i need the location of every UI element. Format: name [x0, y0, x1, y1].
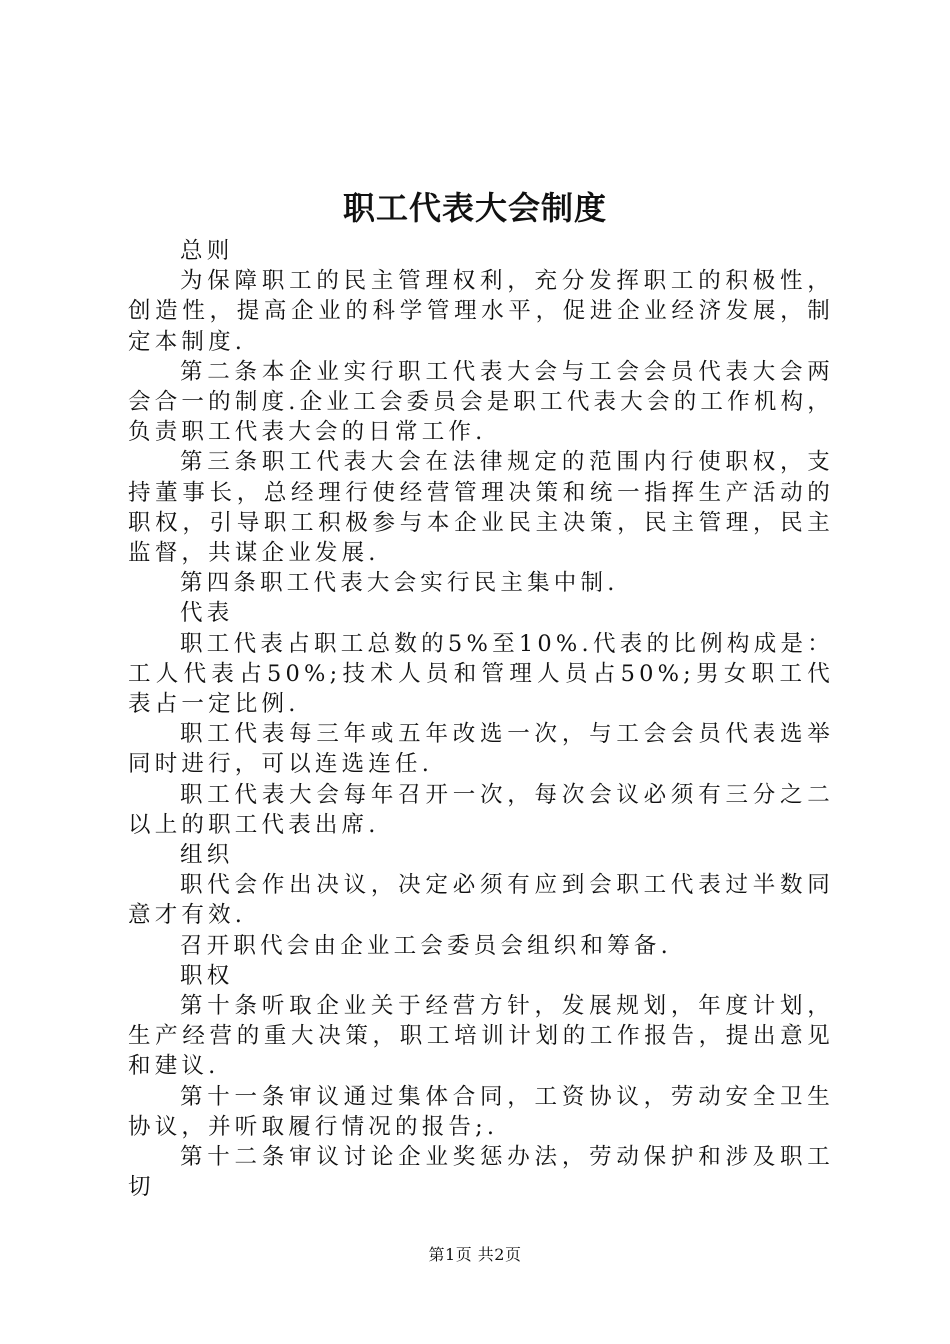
- paragraph-representative-ratio: 职工代表占职工总数的5%至10%.代表的比例构成是：工人代表占50%;技术人员和管理人员占50%;男女职工代表占一定比例.: [128, 630, 834, 718]
- document-body: [128, 236, 834, 1203]
- section-heading-organization: 组织: [180, 842, 234, 869]
- paragraph-article-11: 第十一条审议通过集体合同，工资协议，劳动安全卫生协议，并听取履行情况的报告;.: [128, 1083, 834, 1140]
- paragraph-representative-term: 职工代表每三年或五年改选一次，与工会会员代表选举同时进行，可以连选连任.: [128, 721, 834, 778]
- paragraph-resolution: 职代会作出决议，决定必须有应到会职工代表过半数同意才有效.: [128, 872, 834, 929]
- section-heading-general: 总则: [180, 238, 234, 264]
- paragraph-article-12: 第十二条审议讨论企业奖惩办法，劳动保护和涉及职工切: [128, 1144, 834, 1201]
- paragraph-annual-meeting: 职工代表大会每年召开一次，每次会议必须有三分之二以上的职工代表出席.: [128, 781, 834, 838]
- page-footer: 第1页 共2页: [428, 1245, 522, 1264]
- paragraph-article-10: 第十条听取企业关于经营方针，发展规划，年度计划，生产经营的重大决策，职工培训计划的工作报告，提出意见和建议.: [128, 993, 834, 1080]
- paragraph-article-2: 第二条本企业实行职工代表大会与工会会员代表大会两会合一的制度.企业工会委员会是职工代表大会的工作机构，负责职工代表大会的日常工作.: [128, 358, 834, 446]
- paragraph-purpose: 为保障职工的民主管理权利，充分发挥职工的积极性，创造性，提高企业的科学管理水平，促进企业经济发展，制定本制度.: [128, 268, 834, 355]
- paragraph-article-4: 第四条职工代表大会实行民主集中制.: [180, 570, 619, 597]
- paragraph-article-3: 第三条职工代表大会在法律规定的范围内行使职权，支持董事长，总经理行使经营管理决策和统一指挥生产活动的职权，引导职工积极参与本企业民主决策，民主管理，民主监督，共谋企业发展.: [128, 449, 834, 567]
- section-heading-powers: 职权: [180, 962, 234, 989]
- section-heading-representatives: 代表: [180, 600, 234, 627]
- paragraph-convening: 召开职代会由企业工会委员会组织和筹备.: [180, 932, 672, 959]
- document-title: 职工代表大会制度: [342, 189, 607, 227]
